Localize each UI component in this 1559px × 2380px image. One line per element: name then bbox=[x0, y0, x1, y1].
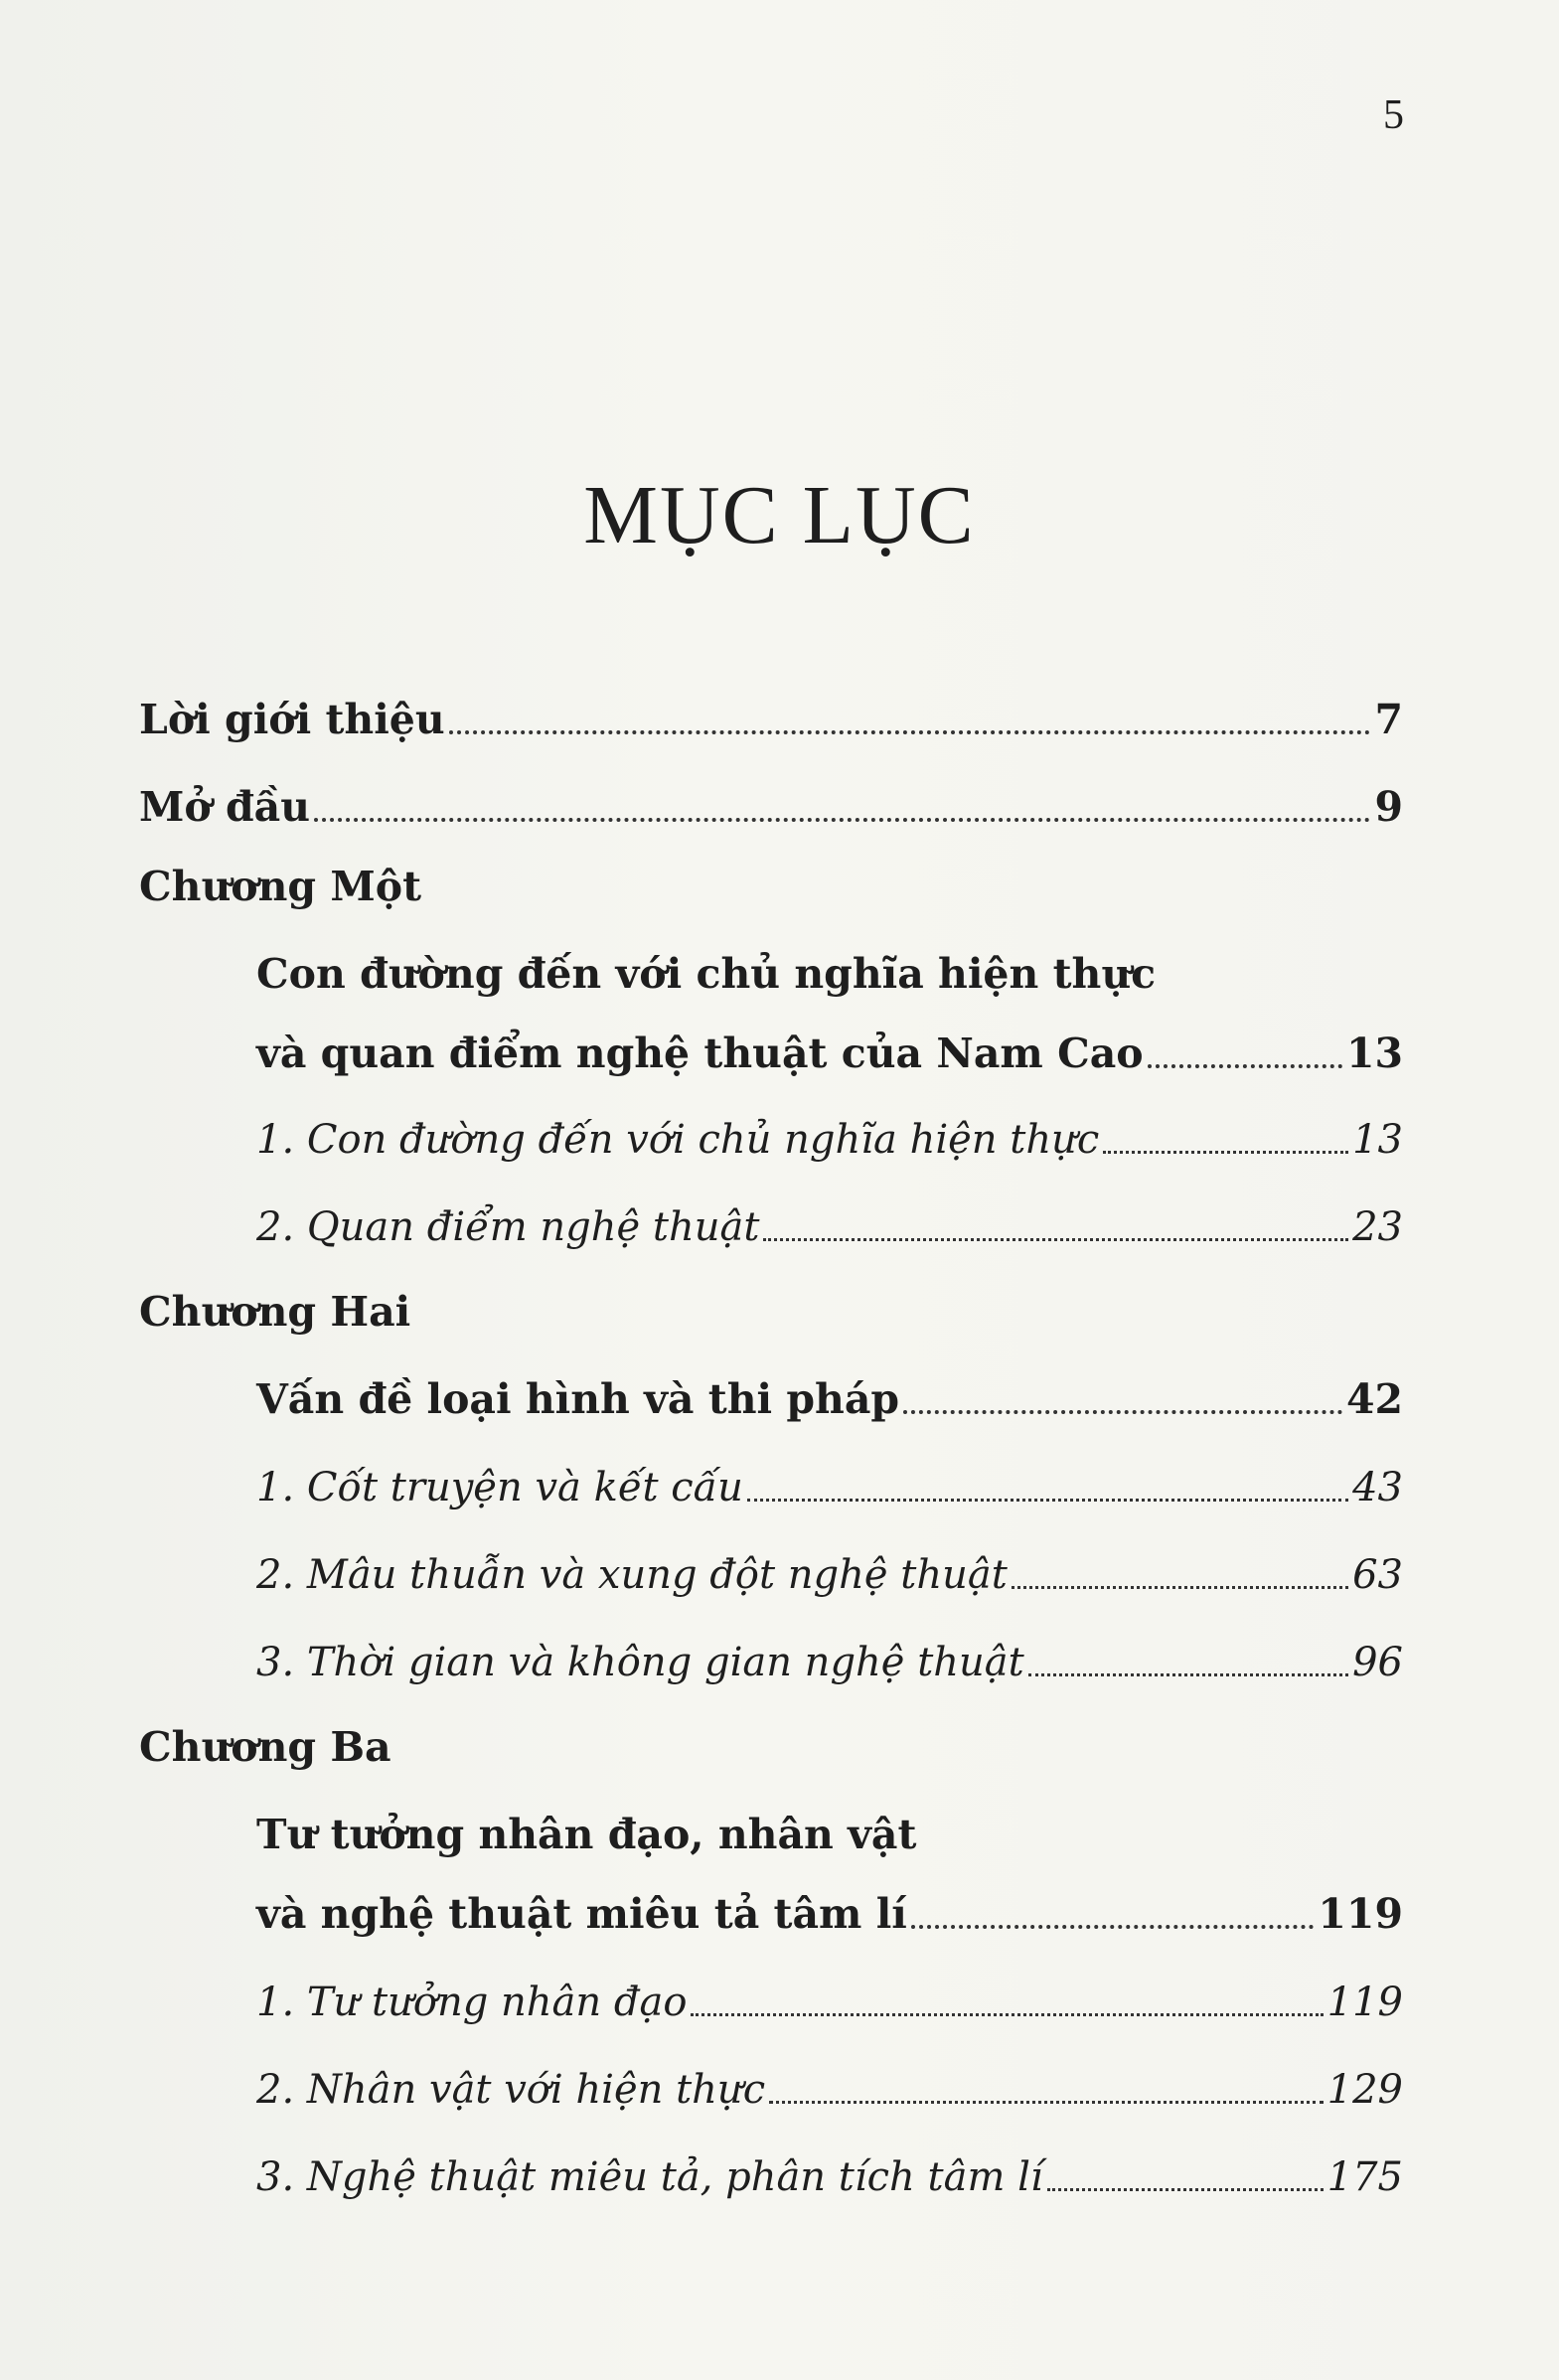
toc-entry-page: 9 bbox=[1374, 783, 1403, 831]
chapter-heading-2: Chương Hai bbox=[139, 1288, 411, 1336]
page-title: MỤC LỤC bbox=[583, 469, 976, 561]
dot-leader bbox=[911, 1925, 1315, 1929]
chapter-title-1-line1 bbox=[256, 950, 1403, 998]
dot-leader bbox=[763, 1238, 1348, 1241]
toc-entry-page: 7 bbox=[1374, 696, 1403, 743]
chapter-heading-3: Chương Ba bbox=[139, 1723, 391, 1771]
toc-entry-label: Vấn đề loại hình và thi pháp bbox=[256, 1375, 900, 1423]
toc-entry-intro[interactable] bbox=[139, 696, 1403, 743]
dot-leader bbox=[1103, 1151, 1348, 1154]
toc-entry-page: 43 bbox=[1352, 1465, 1403, 1510]
toc-entry-label: và nghệ thuật miêu tả tâm lí bbox=[256, 1890, 907, 1938]
toc-entry-page: 129 bbox=[1326, 2067, 1403, 2113]
chapter-title-text: Tư tưởng nhân đạo, nhân vật bbox=[256, 1811, 917, 1858]
toc-entry-chapter-3[interactable] bbox=[256, 1890, 1403, 1938]
dot-leader bbox=[691, 2013, 1323, 2016]
chapter-heading-1: Chương Một bbox=[139, 863, 422, 910]
toc-entry-page: 13 bbox=[1352, 1117, 1403, 1163]
toc-entry-label: và quan điểm nghệ thuật của Nam Cao bbox=[256, 1030, 1144, 1077]
toc-entry-chapter-2[interactable] bbox=[256, 1375, 1403, 1423]
chapter-title-text: Con đường đến với chủ nghĩa hiện thực bbox=[256, 950, 1157, 998]
toc-subentry-1-2[interactable] bbox=[256, 1204, 1403, 1250]
toc-subentry-2-2[interactable] bbox=[256, 1552, 1403, 1598]
toc-entry-page: 42 bbox=[1345, 1375, 1403, 1423]
toc-entry-opening[interactable] bbox=[139, 783, 1403, 831]
dot-leader bbox=[314, 818, 1370, 822]
toc-entry-label: 2. Mâu thuẫn và xung đột nghệ thuật bbox=[256, 1552, 1008, 1598]
toc-entry-chapter-1[interactable] bbox=[256, 1030, 1403, 1077]
toc-subentry-3-1[interactable] bbox=[256, 1980, 1403, 2025]
toc-entry-page: 119 bbox=[1326, 1980, 1403, 2025]
toc-entry-label: 1. Con đường đến với chủ nghĩa hiện thực bbox=[256, 1117, 1100, 1163]
toc-entry-page: 13 bbox=[1345, 1030, 1403, 1077]
toc-subentry-2-3[interactable] bbox=[256, 1640, 1403, 1685]
dot-leader bbox=[1012, 1586, 1348, 1589]
toc-entry-page: 175 bbox=[1326, 2154, 1403, 2200]
toc-entry-page: 63 bbox=[1352, 1552, 1403, 1598]
dot-leader bbox=[1148, 1064, 1342, 1068]
toc-entry-label: 2. Quan điểm nghệ thuật bbox=[256, 1204, 760, 1250]
page-number: 5 bbox=[1383, 92, 1404, 138]
chapter-title-3-line1 bbox=[256, 1811, 1403, 1858]
toc-entry-page: 23 bbox=[1352, 1204, 1403, 1250]
dot-leader bbox=[747, 1499, 1348, 1502]
toc-entry-label: Mở đầu bbox=[139, 783, 311, 831]
dot-leader bbox=[1028, 1673, 1348, 1676]
toc-entry-label: 1. Cốt truyện và kết cấu bbox=[256, 1465, 743, 1510]
toc-entry-label: 3. Nghệ thuật miêu tả, phân tích tâm lí bbox=[256, 2154, 1043, 2200]
dot-leader bbox=[449, 730, 1371, 734]
toc-subentry-3-3[interactable] bbox=[256, 2154, 1403, 2200]
toc-entry-label: 3. Thời gian và không gian nghệ thuật bbox=[256, 1640, 1024, 1685]
toc-subentry-2-1[interactable] bbox=[256, 1465, 1403, 1510]
toc-entry-label: Lời giới thiệu bbox=[139, 696, 445, 743]
dot-leader bbox=[769, 2101, 1324, 2104]
toc-subentry-3-2[interactable] bbox=[256, 2067, 1403, 2113]
toc-entry-label: 1. Tư tưởng nhân đạo bbox=[256, 1980, 688, 2025]
dot-leader bbox=[903, 1410, 1342, 1414]
toc-entry-page: 96 bbox=[1352, 1640, 1403, 1685]
toc-entry-page: 119 bbox=[1318, 1890, 1403, 1938]
toc-subentry-1-1[interactable] bbox=[256, 1117, 1403, 1163]
dot-leader bbox=[1047, 2188, 1324, 2191]
toc-entry-label: 2. Nhân vật với hiện thực bbox=[256, 2067, 766, 2113]
